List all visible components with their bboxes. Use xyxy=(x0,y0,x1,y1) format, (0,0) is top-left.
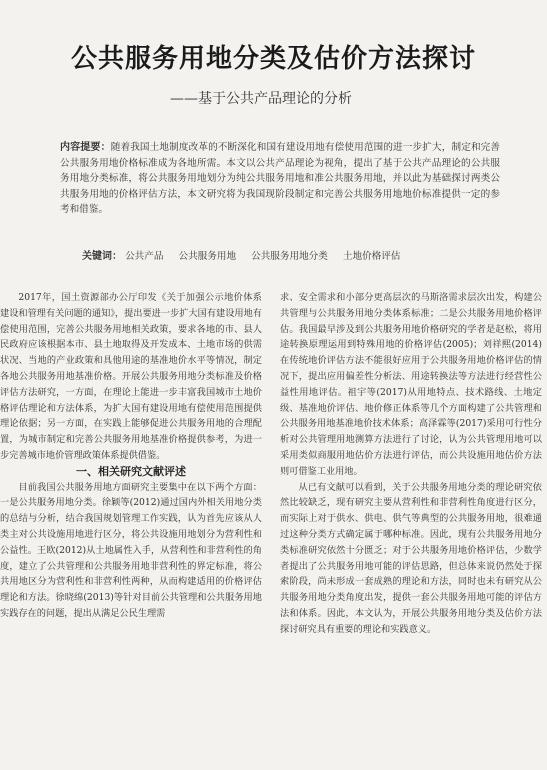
keywords-block xyxy=(82,247,502,262)
section-heading: 一、相关研究文献评述 xyxy=(76,464,186,478)
keyword-item: 公共服务用地分类 xyxy=(251,251,328,262)
keyword-item: 公共产品 xyxy=(125,251,164,262)
body-paragraph: 从已有文献可以看到，关于公共服务用地分类的理论研究依然比较缺乏，现有研究主要从营利性和非营利性角度进行区分，而实际上对于供水、供电、供气等典型的公共服务用地，很难通过这种分类方式确定属于哪种标准。因此，现有公共服务用地分类标准研究依然十分匮乏；对于公共服务用地价格评估，少数学者提出了公共服务用地可能的评估思路，但总体来说仍然处于探索阶段，尚未形成一套成熟的理论和方法，同时也未有研究从公共服务用地分类角度出发，提供一套公共服务用地可能的评估方法和体系。因此，本文认为，开展公共服务用地分类及估价方法探讨研究具有重要的理论和实践意义。 xyxy=(280,481,542,635)
body-paragraph: 2017年，国土资源部办公厅印发《关于加强公示地价体系建设和管理有关问题的通知》，提出要进一步扩大国有建设用地有偿使用范围，完善公共服务用地相关政策，要求各地的市、县人民政府应该根据本市、县土地取得及开发成本、土地市场的供需状况、当地的产业政策和具他用途的基准地价水平等情况，制定各地公共服务用地基准价格。开展公共服务用地分类标准及价格评估方法研究，一方面，在理论上能进一步丰富我国城市土地价格评估理论和方法体系，为扩大国有建设用地有偿使用范围提供理论依据；另一方面，在实践上能够促进公共服务用地的合理配置，为城市制定和完善公共服务用地基准价格提供参考，为进一步完善城市地价管理政策体系提供借鉴。 xyxy=(0,292,262,461)
body-column-left xyxy=(0,290,262,622)
abstract-block xyxy=(60,140,500,218)
keyword-item: 土地价格评估 xyxy=(342,251,401,262)
abstract-label: 内容提要： xyxy=(60,142,111,153)
body-paragraph: 求、安全需求和小部分更高层次的马斯洛需求层次出发，构建公共管理与公共服务用地分类体系标准；二是公共服务用地价格评估。我国最早涉及到公共服务用地价格研究的学者是赵松，将用途转换原理运用到特殊用地的价格评估(2005)；刘祥熙(2014)在传统地价评估方法不能很好应用于公共服务用地价格评估的情况下，提出应用偏差性分析法、用途转换法等方法进行经营性公益性用地评估。祖宇等(2017)从用地特点、技术路线、土地定级、基准地价评估、地价修正体系等几个方面构建了公共管理和公共服务用地基准地价技术体系；高泽霖等(2017)采用可行性分析对公共管理用地测算方法进行了讨论，认为公共管理用地可以采用类似商服用地估价方法进行评估，而公共设施用地估价方法则可借鉴工业用地。 xyxy=(280,292,542,477)
body-column-right xyxy=(280,290,542,638)
keyword-item: 公共服务用地 xyxy=(178,251,237,262)
keywords-label: 关键词： xyxy=(82,251,122,262)
abstract-text: 随着我国土地制度改革的不断深化和国有建设用地有偿使用范围的进一步扩大，制定和完善公共服务用地价格标准成为各地所需。本文以公共产品理论为视角，提出了基于公共产品理论的公共服务用地分类标准，将公共服务用地划分为纯公共服务用地和准公共服务用地，并以此为基础探讨两类公共服务用地的价格评估方法，本文研究将为我国现阶段制定和完善公共服务用地地价标准提供一定的参考和借鉴。 xyxy=(60,142,501,216)
article-subtitle: ——基于公共产品理论的分析 xyxy=(170,91,352,107)
article-title: 公共服务用地分类及估价方法探讨 xyxy=(70,44,476,74)
body-paragraph: 目前我国公共服务用地方面研究主要集中在以下两个方面：一是公共服务用地分类。徐颖等(2012)通过国内外相关用地分类的总结与分析，结合我国规划管理工作实践，认为首先应该从人类主对公共设施用地进行区分，将公共设施用地划分为营利性和公益性。王欧(2012)从土地属性入手，从营利性和非营利性的角度，建立了公共管理和公共服务用地非营利性的界定标准，将公共用地区分为营利性和非营利性两种，从而构建适用的价格评估理论和方法。徐晓绵(2013)等针对目前公共管理和公共服务用地实践存在的问题，提出从满足公民生理需 xyxy=(0,481,262,619)
